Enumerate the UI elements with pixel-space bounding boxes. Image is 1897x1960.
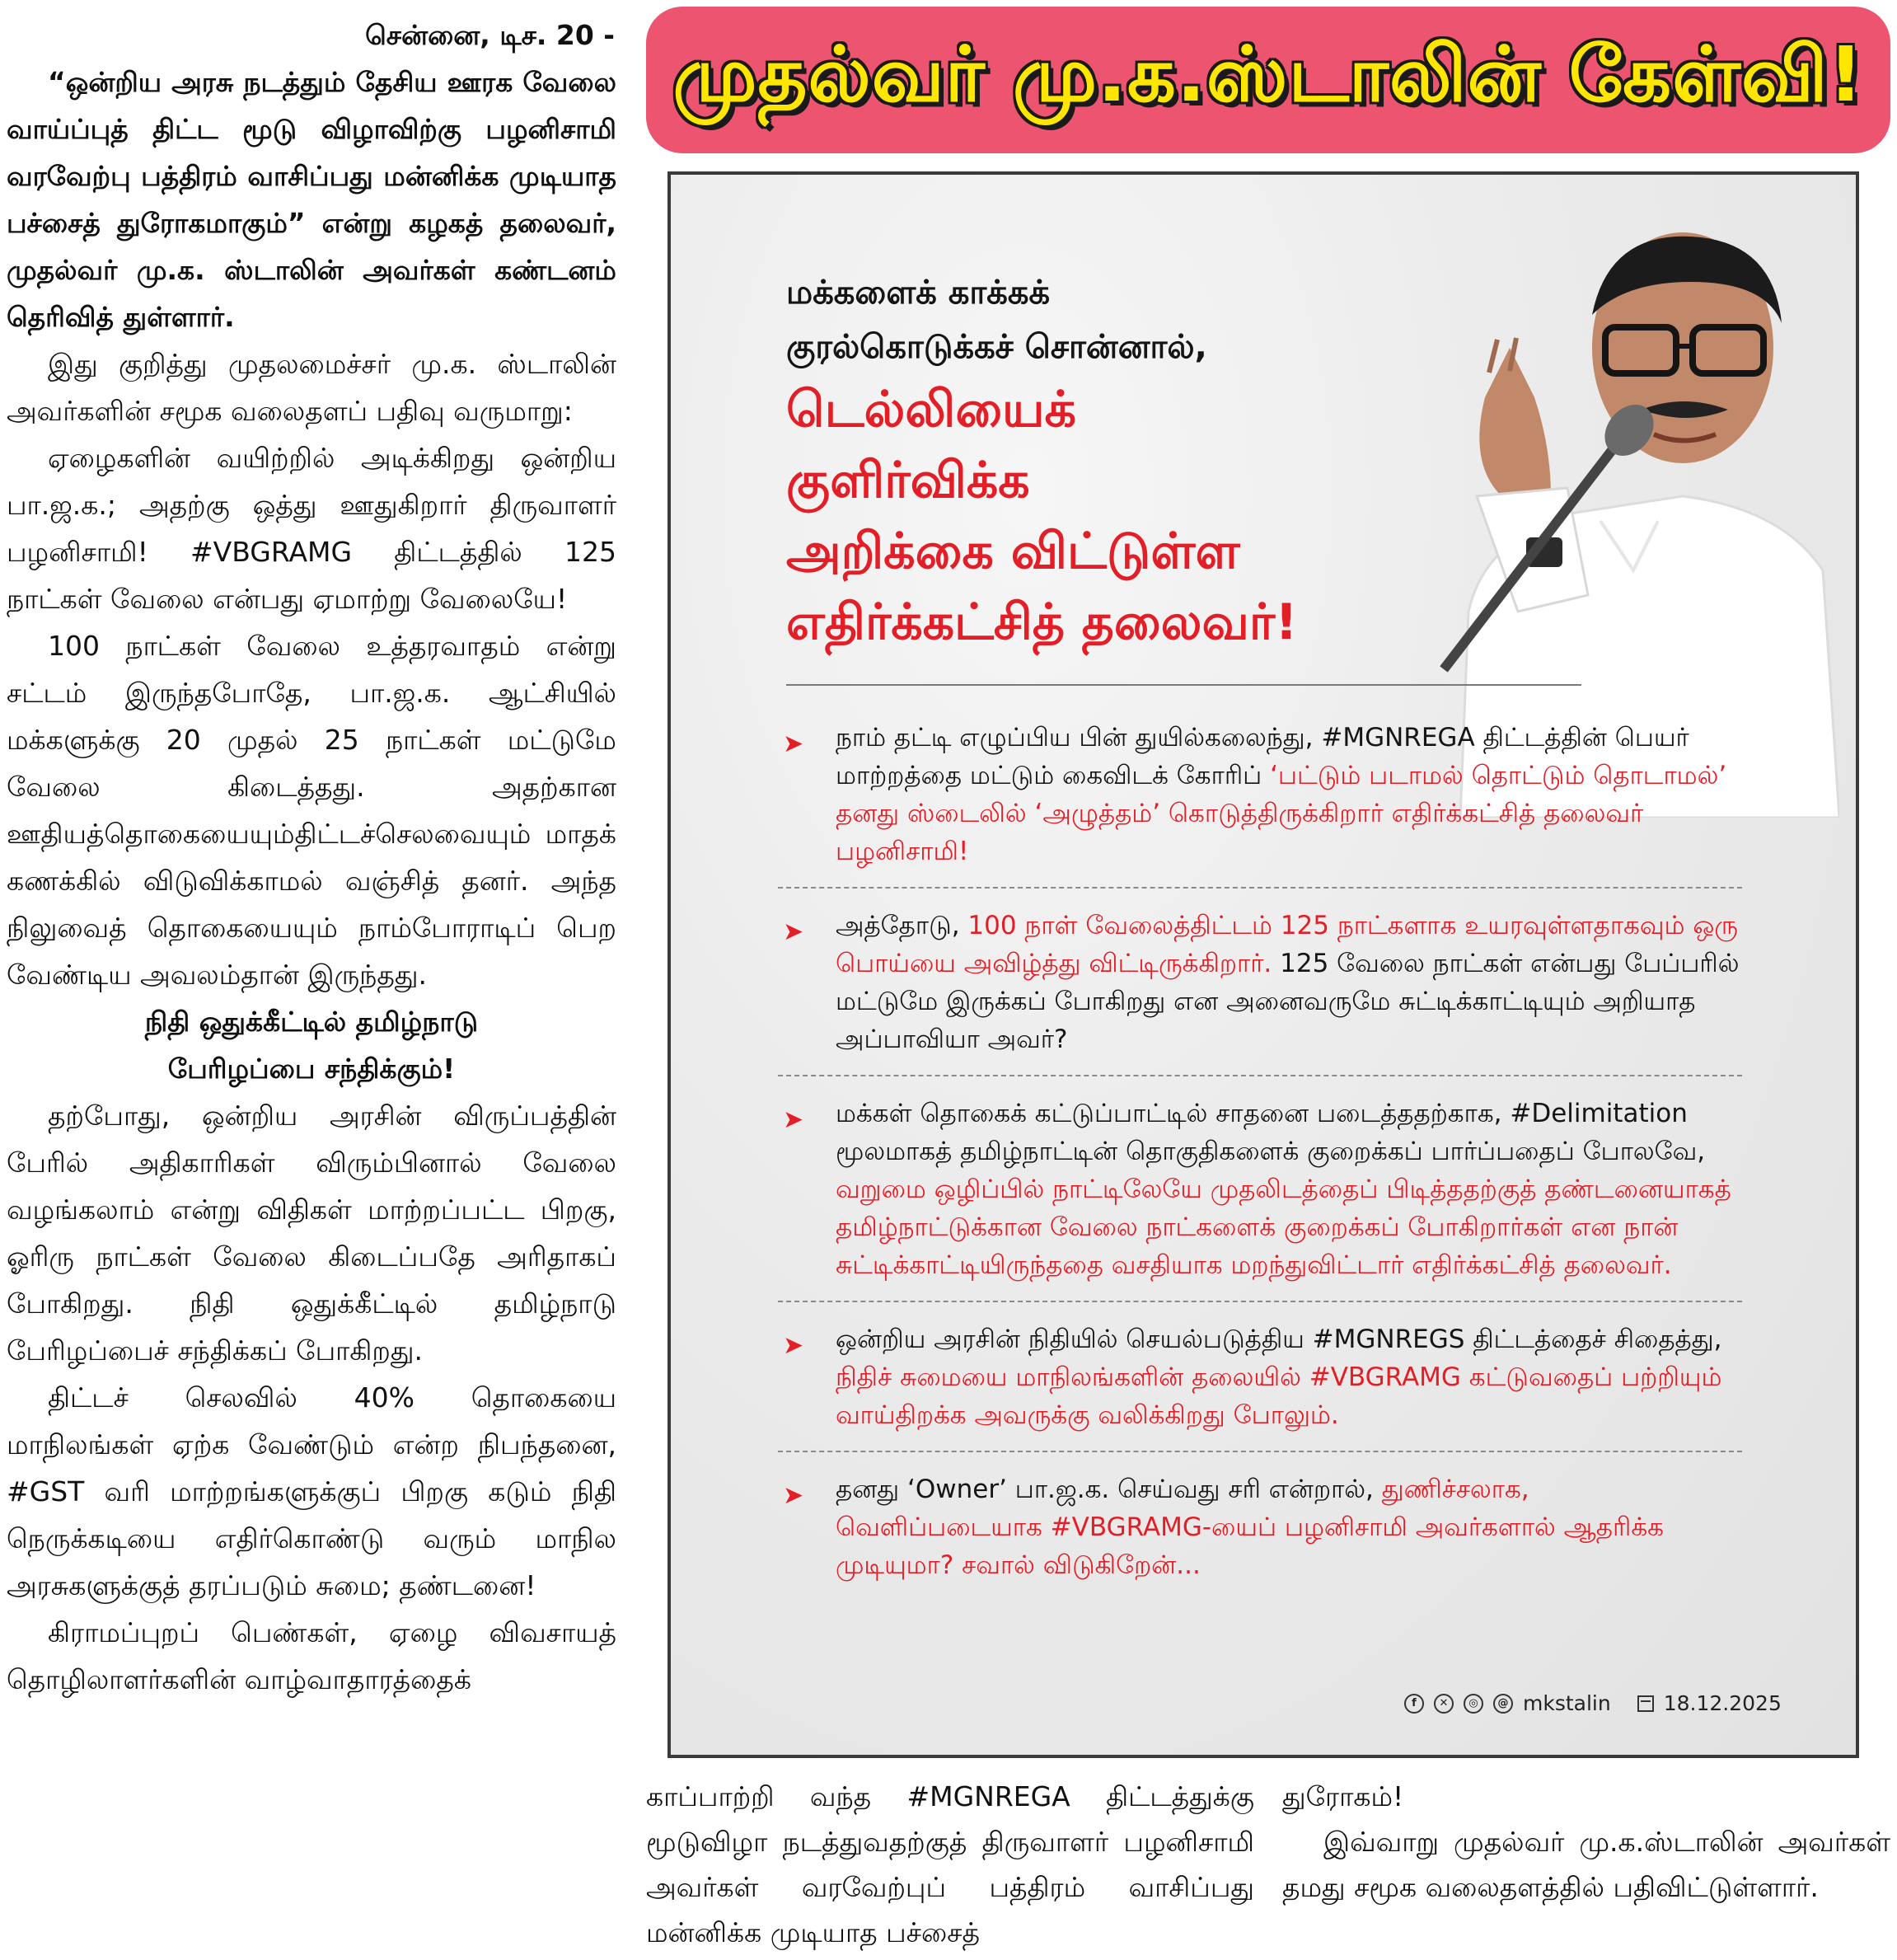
bullet-text-highlight: ‘பட்டும் படாமல் தொட்டும் தொடாமல்’ தனது ஸ்டைலில் ‘அழுத்தம்’ கொடுத்திருக்கிறார் எதிர்க்கட்சித் தலைவர் பழனிசாமி!	[836, 761, 1727, 866]
bullet-text: 125 வேலை நாட்கள் என்பது பேப்பரில் மட்டுமே இருக்கப் போகிறது என அனைவருமே சுட்டிக்காட்டியும் அறியாத அப்பாவியா அவர்?	[836, 949, 1740, 1054]
poster-footer	[1404, 1691, 1782, 1715]
article-paragraph: இது குறித்து முதலமைச்சர் மு.க. ஸ்டாலின் அவர்களின் சமூக வலைதளப் பதிவு வருமாறு:	[7, 348, 616, 427]
bullet-text-highlight: 100 நாள் வேலைத்திட்டம் 125 நாட்களாக உயரவுள்ளதாகவும் ஒரு பொய்யை அவிழ்த்து விட்டிருக்கிறார்.	[836, 911, 1739, 978]
calendar-icon	[1637, 1695, 1654, 1712]
facebook-icon: f	[1404, 1694, 1424, 1714]
article-paragraph: துரோகம்!	[1282, 1780, 1404, 1812]
headline-title: முதல்வர் மு.க.ஸ்டாலின் கேள்வி!	[672, 30, 1864, 119]
article-subheading-line2: பேரிழப்பை சந்திக்கும்!	[167, 1053, 456, 1085]
bullet-text: மக்கள் தொகைக் கட்டுப்பாட்டில் சாதனை படைத்ததற்காக, #Delimitation மூலமாகத் தமிழ்நாட்டின் தொகுதிகளைக் குறைக்கப் பார்ப்பதைப் போலவே,	[836, 1099, 1706, 1166]
bullet-item	[778, 887, 1742, 1075]
headline-banner	[646, 7, 1890, 153]
bullet-item	[778, 710, 1742, 887]
poster-heading-red-line4: எதிர்க்கட்சித் தலைவர்!	[786, 593, 1298, 651]
threads-icon: @	[1493, 1694, 1513, 1714]
poster-heading-black-line1: மக்களைக் காக்கக்	[786, 274, 1051, 312]
bullet-text: அத்தோடு,	[836, 911, 968, 940]
poster-heading	[786, 265, 1462, 658]
article-paragraph: இவ்வாறு முதல்வர் மு.க.ஸ்டாலின் அவர்கள் தமது சமூக வலைதளத்தில் பதிவிட்டுள்ளார்.	[1282, 1826, 1890, 1903]
article-paragraph: காப்பாற்றி வந்த #MGNREGA திட்டத்துக்கு மூடுவிழா நடத்துவதற்குத் திருவாளர் பழனிசாமி அவர்கள் வரவேற்புப் பத்திரம் வாசிப்பது மன்னிக்க முடியாத பச்சைத்	[646, 1780, 1254, 1948]
arrow-bullet-icon: ➤	[783, 1481, 804, 1510]
article-paragraph: 100 நாட்கள் வேலை உத்தரவாதம் என்று சட்டம் இருந்தபோதே, பா.ஜ.க. ஆட்சியில் மக்களுக்கு 20 முதல் 25 நாட்கள் மட்டுமே வேலை கிடைத்தது. அதற்கான ஊதியத்தொகையையும்திட்டச்செலவையும் மாதக் கணக்கில் விடுவிக்காமல் வஞ்சித் தனர். அந்த நிலுவைத் தொகையையும் நாம்போராடிப் பெற வேண்டிய அவலம்தான் இருந்தது.	[7, 630, 616, 991]
article-middle-column	[646, 1774, 1254, 1955]
social-post-poster	[667, 171, 1859, 1758]
poster-heading-red-line2: குளிர்விக்க	[786, 452, 1030, 509]
article-right-column	[1282, 1774, 1890, 1910]
bullet-text: தனது ‘Owner’ பா.ஜ.க. செய்வது சரி என்றால்,	[836, 1475, 1382, 1504]
bullet-text-highlight: துணிச்சலாக, வெளிப்படையாக #VBGRAMG-யைப் பழனிசாமி அவர்களால் ஆதரிக்க முடியுமா? சவால் விடுகிறேன்...	[836, 1475, 1664, 1580]
bullet-item	[778, 1301, 1742, 1451]
poster-heading-red-line3: அறிக்கை விட்டுள்ள	[786, 523, 1240, 580]
article-subheading-line1: நிதி ஒதுக்கீட்டில் தமிழ்நாடு	[144, 1006, 479, 1038]
article-paragraph: கிராமப்புறப் பெண்கள், ஏழை விவசாயத் தொழிலாளர்களின் வாழ்வாதாரத்தைக்	[7, 1616, 616, 1695]
arrow-bullet-icon: ➤	[783, 917, 804, 946]
dateline: சென்னை, டிச. 20 -	[365, 19, 615, 51]
article-paragraph: திட்டச் செலவில் 40% தொகையை மாநிலங்கள் ஏற்க வேண்டும் என்ற நிபந்தனை, #GST வரி மாற்றங்களுக்குப் பிறகு கடும் நிதி நெருக்கடியை எதிர்கொண்டு வரும் மாநில அரசுகளுக்குத் தரப்படும் சுமை; தண்டனை!	[7, 1381, 616, 1601]
arrow-bullet-icon: ➤	[783, 1331, 804, 1360]
poster-bullet-list	[778, 710, 1742, 1601]
poster-divider	[786, 684, 1581, 686]
arrow-bullet-icon: ➤	[783, 729, 804, 758]
bullet-item	[778, 1451, 1742, 1601]
article-paragraph: ஏழைகளின் வயிற்றில் அடிக்கிறது ஒன்றிய பா.ஜ.க.; அதற்கு ஒத்து ஊதுகிறார் திருவாளர் பழனிசாமி! #VBGRAMG திட்டத்தில் 125 நாட்கள் வேலை என்பது ஏமாற்று வேலையே!	[7, 442, 616, 615]
arrow-bullet-icon: ➤	[783, 1105, 804, 1134]
x-icon: ✕	[1434, 1694, 1454, 1714]
article-paragraph: தற்போது, ஒன்றிய அரசின் விருப்பத்தின் பேரில் அதிகாரிகள் விரும்பினால் வேலை வழங்கலாம் என்று விதிகள் மாற்றப்பட்ட பிறகு, ஓரிரு நாட்கள் வேலை கிடைப்பதே அரிதாகப் போகிறது. நிதி ஒதுக்கீட்டில் தமிழ்நாடு பேரிழப்பைச் சந்திக்கப் போகிறது.	[7, 1100, 616, 1367]
post-date: 18.12.2025	[1663, 1691, 1782, 1715]
article-left-column	[7, 12, 616, 1703]
poster-heading-red-line1: டெல்லியைக்	[786, 381, 1076, 438]
bullet-text-highlight: வறுமை ஒழிப்பில் நாட்டிலேயே முதலிடத்தைப் பிடித்ததற்குத் தண்டனையாகத் தமிழ்நாட்டுக்கான வேலை நாட்களைக் குறைக்கப் போகிறார்கள் என நான் சுட்டிக்காட்டியிருந்ததை வசதியாக மறந்துவிட்டார் எதிர்க்கட்சித் தலைவர்.	[836, 1175, 1731, 1280]
article-lead: “ஒன்றிய அரசு நடத்தும் தேசிய ஊரக வேலை வாய்ப்புத் திட்ட மூடு விழாவிற்கு பழனிசாமி வரவேற்பு பத்திரம் வாசிப்பது மன்னிக்க முடியாத பச்சைத் துரோகமாகும்” என்று கழகத் தலைவர், முதல்வர் மு.க. ஸ்டாலின் அவர்கள் கண்டனம் தெரிவித் துள்ளார்.	[7, 66, 616, 333]
bullet-text: ஒன்றிய அரசின் நிதியில் செயல்படுத்திய #MGNREGS திட்டத்தைச் சிதைத்து,	[836, 1325, 1722, 1354]
poster-heading-black-line2: குரல்கொடுக்கச் சொன்னால்,	[786, 328, 1207, 366]
instagram-icon: ◎	[1464, 1694, 1483, 1714]
bullet-text: நாம் தட்டி எழுப்பிய பின் துயில்கலைந்து, #MGNREGA திட்டத்தின் பெயர் மாற்றத்தை மட்டும் கைவிடக் கோரிப்	[836, 723, 1689, 790]
bullet-text-highlight: நிதிச் சுமையை மாநிலங்களின் தலையில் #VBGRAMG கட்டுவதைப் பற்றியும் வாய்திறக்க அவருக்கு வலிக்கிறது போலும்.	[836, 1362, 1722, 1430]
bullet-item	[778, 1075, 1742, 1301]
social-handle: mkstalin	[1523, 1691, 1611, 1715]
article-subheading	[7, 998, 616, 1092]
